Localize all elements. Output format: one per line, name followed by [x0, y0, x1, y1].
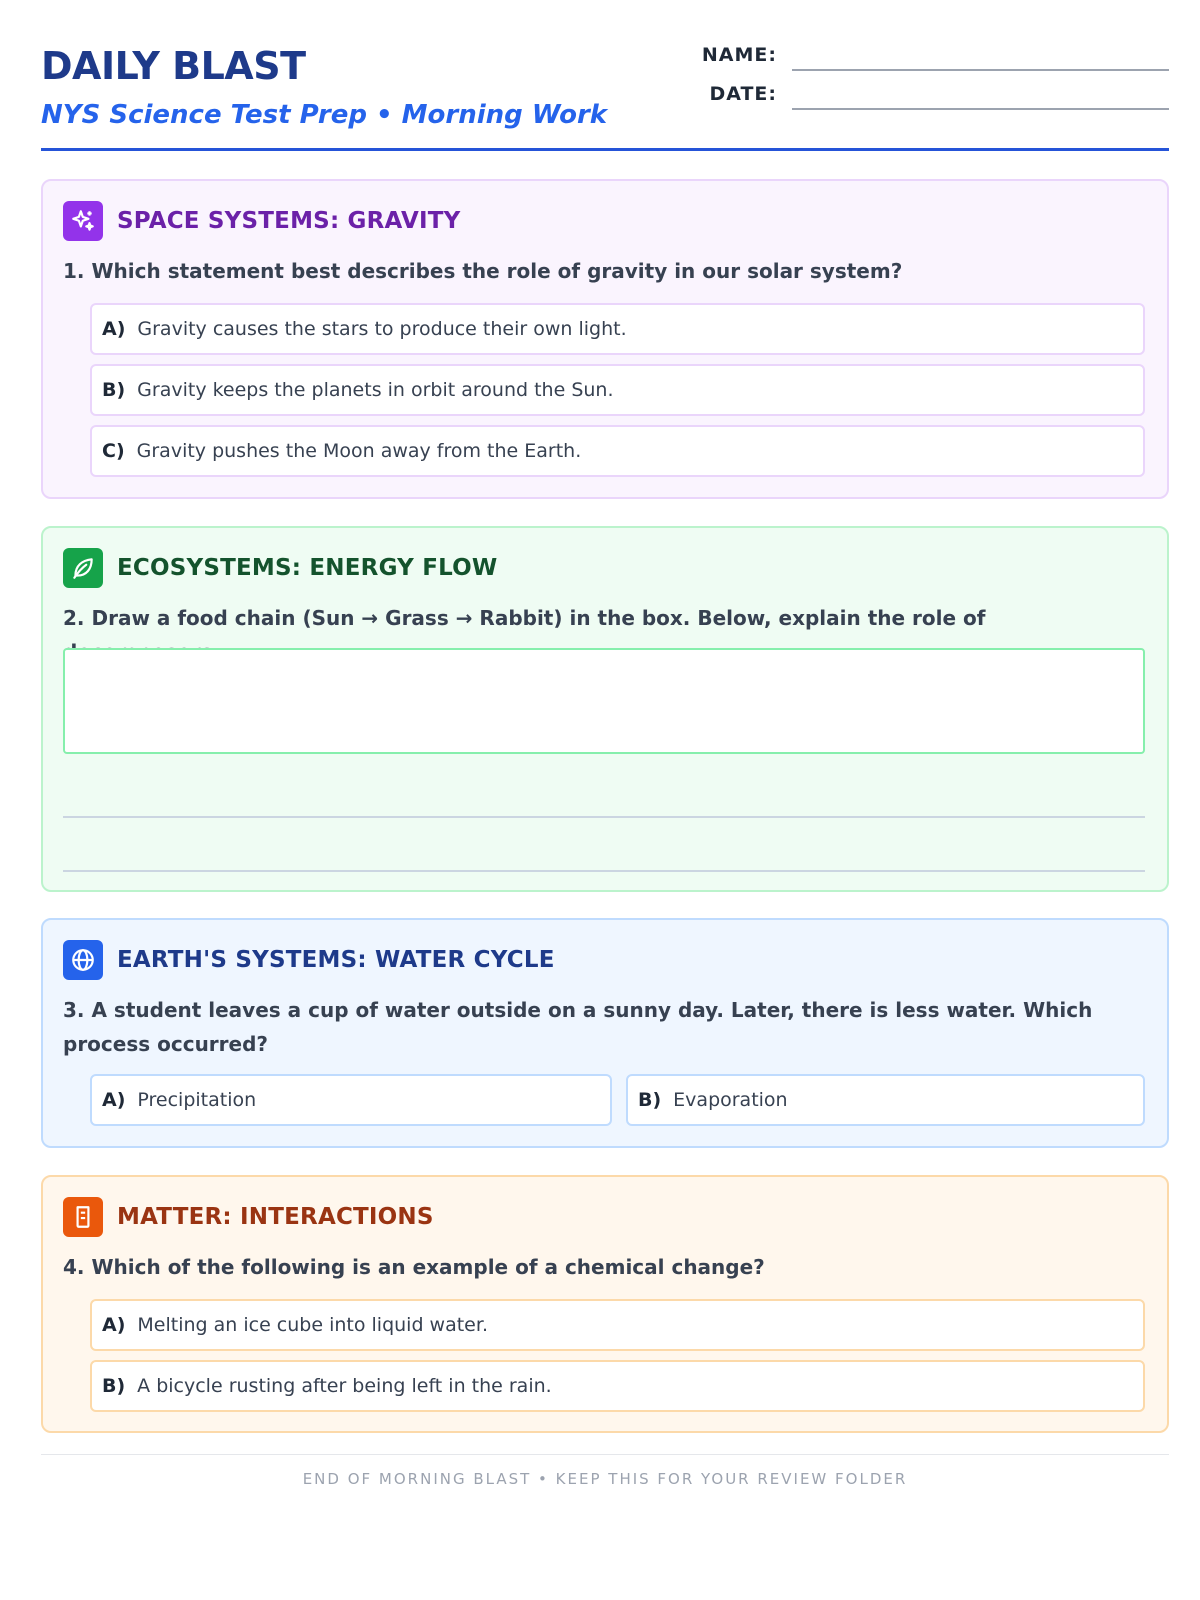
choice-text: Gravity causes the stars to produce their own light. — [137, 318, 627, 340]
section-title: ECOSYSTEMS: ENERGY FLOW — [117, 555, 498, 581]
choice-1b[interactable] — [90, 364, 1145, 416]
question-1: 1. Which statement best describes the role of gravity in our solar system? — [63, 259, 903, 283]
choice-3a[interactable] — [90, 1074, 612, 1126]
section-title: EARTH'S SYSTEMS: WATER CYCLE — [117, 947, 555, 973]
choice-1c[interactable] — [90, 425, 1145, 477]
page-title: DAILY BLAST — [41, 44, 306, 88]
section-title: MATTER: INTERACTIONS — [117, 1204, 434, 1230]
page-subtitle: NYS Science Test Prep • Morning Work — [41, 100, 608, 130]
choice-text: Precipitation — [137, 1089, 257, 1111]
question-2: 2. Draw a food chain (Sun → Grass → Rabbit) in the box. Below, explain the role of — [63, 606, 986, 630]
answer-line[interactable] — [63, 816, 1145, 818]
footer-note: END OF MORNING BLAST • KEEP THIS FOR YOUR REVIEW FOLDER — [302, 1470, 908, 1488]
section-matter — [41, 1175, 1169, 1433]
section-header — [63, 940, 555, 980]
sparkles-icon — [63, 201, 103, 241]
choice-text: Melting an ice cube into liquid water. — [137, 1314, 488, 1336]
date-field[interactable] — [792, 108, 1169, 110]
choice-3b[interactable] — [626, 1074, 1145, 1126]
section-header — [63, 1197, 434, 1237]
choice-letter: A) — [102, 1089, 126, 1111]
choice-letter: A) — [102, 318, 126, 340]
choice-letter: B) — [638, 1089, 662, 1111]
choice-text: Gravity keeps the planets in orbit around the Sun. — [137, 379, 614, 401]
choice-text: A bicycle rusting after being left in the rain. — [137, 1375, 552, 1397]
section-earth-systems — [41, 918, 1169, 1148]
section-title: SPACE SYSTEMS: GRAVITY — [117, 208, 461, 234]
leaf-icon — [63, 548, 103, 588]
drawing-box[interactable] — [63, 648, 1145, 754]
section-space-systems — [41, 179, 1169, 499]
question-3: 3. A student leaves a cup of water outside on a sunny day. Later, there is less water. Which process occurred? — [63, 998, 1093, 1056]
question-4: 4. Which of the following is an example of a chemical change? — [63, 1255, 765, 1279]
choice-1a[interactable] — [90, 303, 1145, 355]
worksheet-header — [41, 38, 1169, 151]
choice-text: Gravity pushes the Moon away from the Earth. — [136, 440, 582, 462]
choice-text: Evaporation — [673, 1089, 788, 1111]
beaker-icon — [63, 1197, 103, 1237]
choice-4b[interactable] — [90, 1360, 1145, 1412]
name-field[interactable] — [792, 69, 1169, 71]
section-ecosystems — [41, 526, 1169, 892]
choice-letter: A) — [102, 1314, 126, 1336]
footer-divider — [41, 1454, 1169, 1455]
choice-letter: B) — [102, 379, 126, 401]
section-header — [63, 548, 497, 588]
choice-letter: C) — [102, 440, 125, 462]
name-label: NAME: — [701, 44, 777, 66]
choice-4a[interactable] — [90, 1299, 1145, 1351]
date-label: DATE: — [709, 83, 777, 105]
choice-letter: B) — [102, 1375, 126, 1397]
answer-line[interactable] — [63, 870, 1145, 872]
section-header — [63, 201, 460, 241]
globe-icon — [63, 940, 103, 980]
